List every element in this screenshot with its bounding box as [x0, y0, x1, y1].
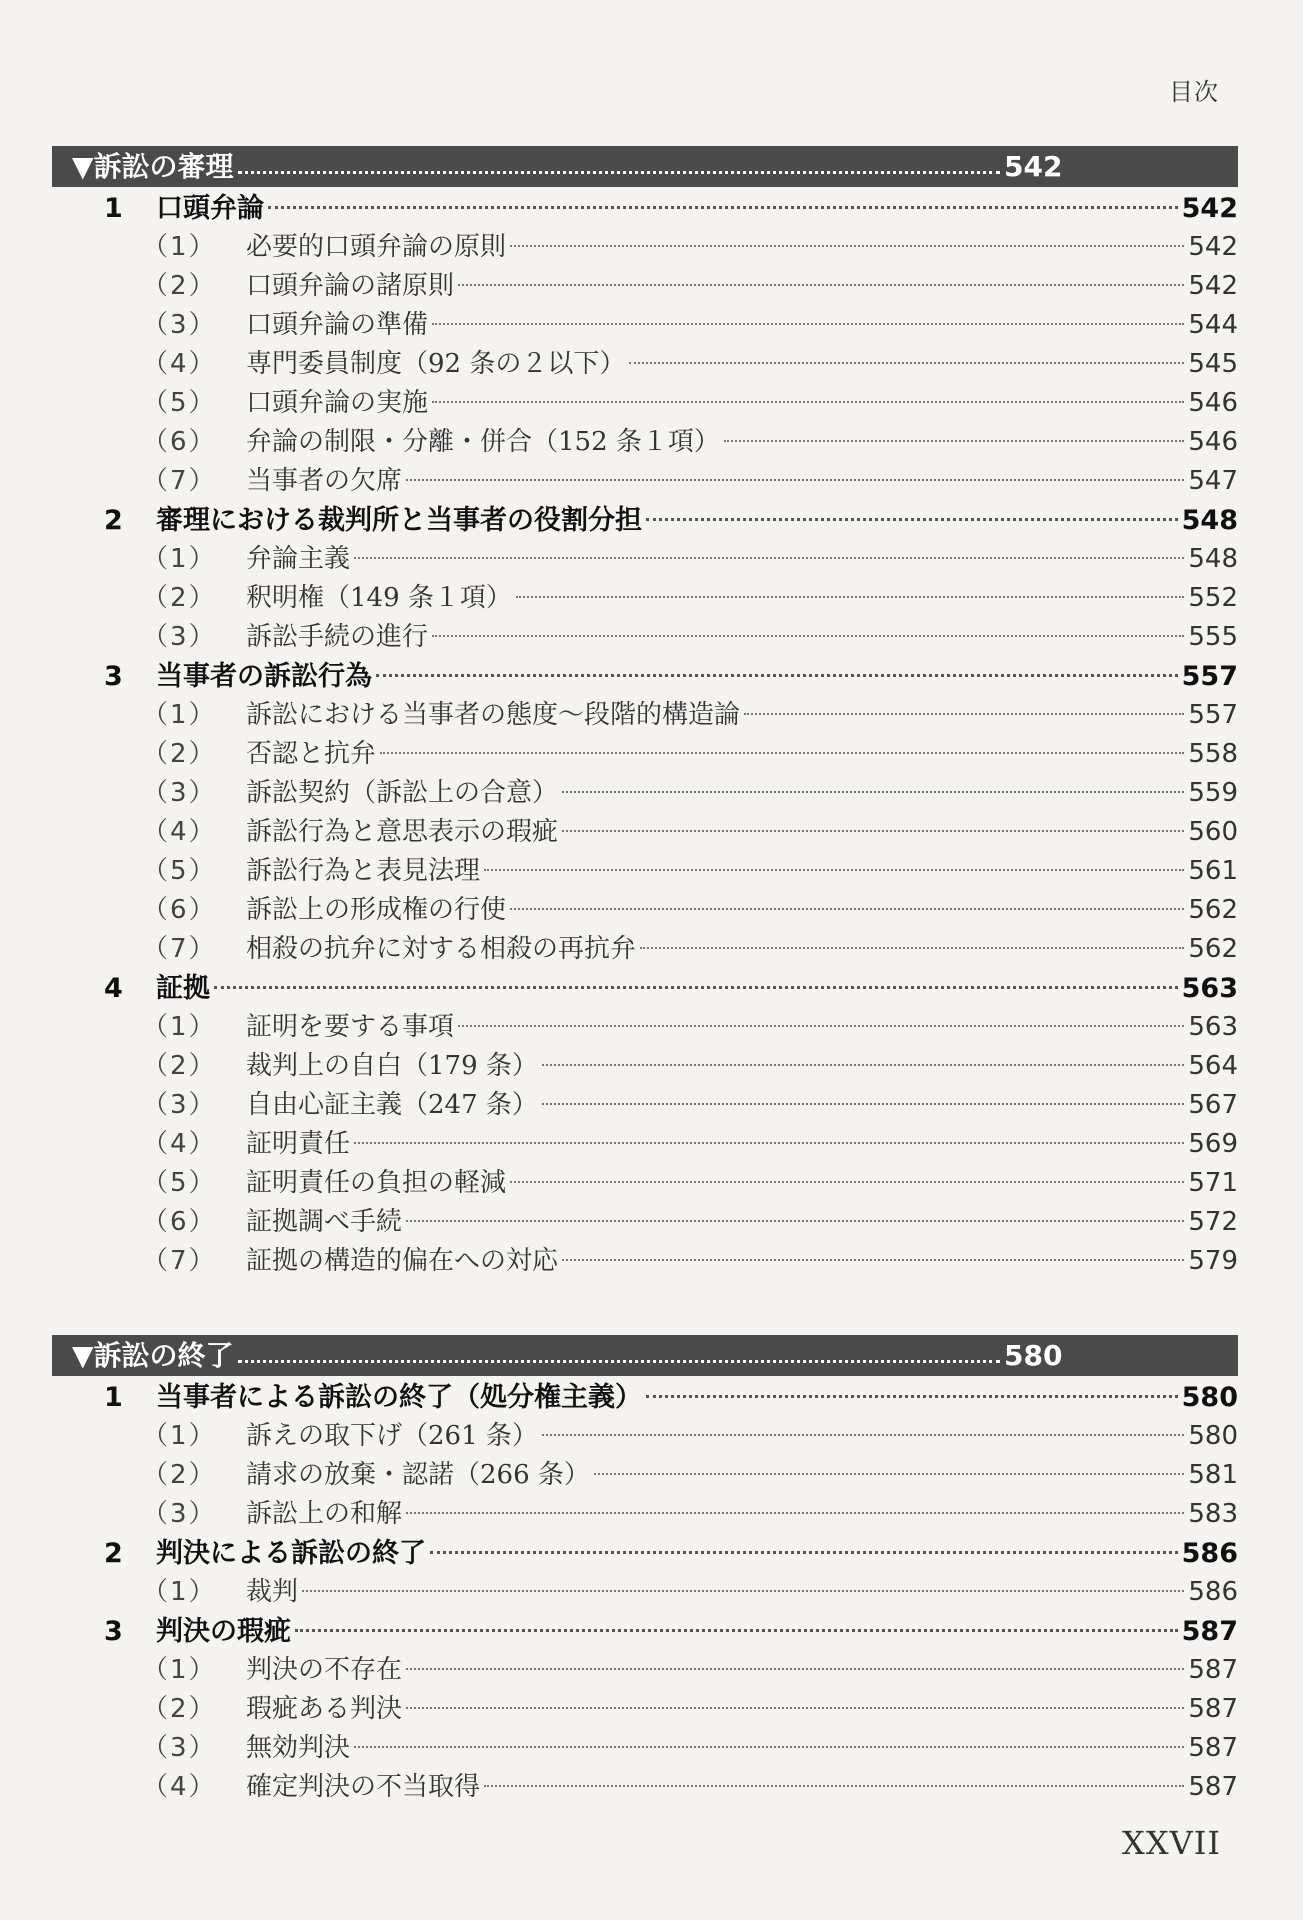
entry-label: 口頭弁論 — [156, 193, 264, 224]
entry-label: 証明を要する事項 — [246, 1012, 455, 1042]
running-head: 目次 — [1169, 78, 1219, 106]
entry-label: 口頭弁論の諸原則 — [246, 271, 455, 301]
entry-number: （1） — [142, 544, 217, 574]
entry-label: 証拠 — [156, 973, 210, 1004]
toc-item-entry — [52, 1456, 1238, 1495]
entry-number: （4） — [142, 1129, 217, 1159]
entry-page-number: 586 — [1181, 1538, 1238, 1569]
entry-number: （1） — [142, 232, 217, 262]
toc-section — [52, 1335, 1238, 1807]
dot-leader — [484, 869, 1184, 871]
entry-label: 裁判 — [246, 1577, 299, 1607]
dot-leader — [214, 986, 1178, 989]
entry-page-number: 581 — [1188, 1460, 1238, 1490]
toc-item-entry — [52, 1729, 1238, 1768]
entry-page-number: 586 — [1188, 1577, 1238, 1607]
entry-page-number: 587 — [1188, 1655, 1238, 1685]
entry-page-number: 558 — [1188, 739, 1238, 769]
dot-leader — [432, 323, 1184, 325]
toc-item-entry — [52, 1047, 1238, 1086]
toc-item-entry — [52, 1125, 1238, 1164]
entry-number: 2 — [104, 1538, 123, 1569]
toc-item-entry — [52, 930, 1238, 969]
toc-item-entry — [52, 696, 1238, 735]
entry-label: 訴えの取下げ（261 条） — [246, 1421, 538, 1451]
entry-number: （7） — [142, 466, 217, 496]
dot-leader — [724, 440, 1184, 442]
entry-page-number: 571 — [1188, 1168, 1238, 1198]
entry-page-number: 569 — [1188, 1129, 1238, 1159]
entry-label: 証明責任 — [246, 1129, 351, 1159]
dot-leader — [406, 1707, 1184, 1709]
entry-label: 訴訟上の和解 — [246, 1499, 403, 1529]
table-of-contents — [52, 146, 1238, 1807]
entry-page-number: 561 — [1188, 856, 1238, 886]
entry-number: （3） — [142, 1733, 217, 1763]
toc-item-entry — [52, 1495, 1238, 1534]
entry-page-number: 542 — [1188, 271, 1238, 301]
entry-label: 無効判決 — [246, 1733, 351, 1763]
entry-label: 相殺の抗弁に対する相殺の再抗弁 — [246, 934, 637, 964]
entry-number: （3） — [142, 1499, 217, 1529]
entry-page-number: 560 — [1188, 817, 1238, 847]
entry-page-number: 583 — [1188, 1499, 1238, 1529]
dot-leader — [354, 1142, 1184, 1144]
entry-page-number: 587 — [1188, 1772, 1238, 1802]
section-header-bar — [52, 1335, 1238, 1376]
entry-number: 3 — [104, 661, 123, 692]
entry-number: （7） — [142, 934, 217, 964]
toc-item-entry — [52, 1651, 1238, 1690]
dot-leader — [406, 1220, 1184, 1222]
toc-item-entry — [52, 579, 1238, 618]
toc-item-entry — [52, 1242, 1238, 1281]
entry-label: 確定判決の不当取得 — [246, 1772, 481, 1802]
entry-label: 弁論の制限・分離・併合（152 条１項） — [246, 427, 720, 457]
section-title: ▼訴訟の審理 — [72, 150, 234, 183]
entry-page-number: 546 — [1188, 427, 1238, 457]
section-page-number: 580 — [1004, 1339, 1063, 1372]
toc-item-entry — [52, 1768, 1238, 1807]
dot-leader — [380, 752, 1184, 754]
entry-number: （2） — [142, 271, 217, 301]
dot-leader — [510, 908, 1184, 910]
entry-page-number: 579 — [1188, 1246, 1238, 1276]
entry-number: （3） — [142, 778, 217, 808]
section-page-number: 542 — [1004, 150, 1063, 183]
dot-leader — [354, 1746, 1184, 1748]
entry-label: 当事者による訴訟の終了（処分権主義） — [156, 1382, 642, 1413]
toc-item-entry — [52, 384, 1238, 423]
entry-page-number: 567 — [1188, 1090, 1238, 1120]
entry-page-number: 545 — [1188, 349, 1238, 379]
dot-leader — [238, 1360, 1000, 1363]
section-title: ▼訴訟の終了 — [72, 1339, 234, 1372]
entry-page-number: 564 — [1188, 1051, 1238, 1081]
entry-number: （2） — [142, 583, 217, 613]
entry-number: （6） — [142, 427, 217, 457]
entry-label: 訴訟行為と表見法理 — [246, 856, 481, 886]
dot-leader — [562, 1259, 1184, 1261]
dot-leader — [484, 1785, 1184, 1787]
entry-number: （1） — [142, 1421, 217, 1451]
entry-page-number: 552 — [1188, 583, 1238, 613]
entry-page-number: 587 — [1188, 1733, 1238, 1763]
dot-leader — [432, 401, 1184, 403]
toc-item-entry — [52, 423, 1238, 462]
dot-leader — [295, 1629, 1178, 1632]
toc-item-entry — [52, 1086, 1238, 1125]
dot-leader — [302, 1590, 1184, 1592]
dot-leader — [432, 635, 1184, 637]
toc-chapter-entry — [52, 1378, 1238, 1417]
entry-label: 当事者の訴訟行為 — [156, 661, 372, 692]
entry-number: （2） — [142, 1051, 217, 1081]
entry-number: 4 — [104, 973, 123, 1004]
entry-number: （2） — [142, 739, 217, 769]
entry-number: （3） — [142, 622, 217, 652]
entry-label: 当事者の欠席 — [246, 466, 403, 496]
entry-number: （5） — [142, 1168, 217, 1198]
dot-leader — [562, 830, 1184, 832]
entry-label: 審理における裁判所と当事者の役割分担 — [156, 505, 642, 536]
toc-item-entry — [52, 540, 1238, 579]
entry-label: 請求の放棄・認諾（266 条） — [246, 1460, 590, 1490]
toc-item-entry — [52, 852, 1238, 891]
entry-label: 口頭弁論の準備 — [246, 310, 429, 340]
dot-leader — [430, 1551, 1178, 1554]
toc-item-entry — [52, 306, 1238, 345]
dot-leader — [646, 518, 1178, 521]
toc-item-entry — [52, 813, 1238, 852]
entry-label: 口頭弁論の実施 — [246, 388, 429, 418]
entry-page-number: 546 — [1188, 388, 1238, 418]
entry-page-number: 555 — [1188, 622, 1238, 652]
entry-number: （5） — [142, 856, 217, 886]
entry-page-number: 563 — [1188, 1012, 1238, 1042]
entry-label: 専門委員制度（92 条の２以下） — [246, 349, 626, 379]
entry-page-number: 580 — [1181, 1382, 1238, 1413]
entry-label: 訴訟契約（訴訟上の合意） — [246, 778, 559, 808]
dot-leader — [744, 713, 1184, 715]
entry-label: 証明責任の負担の軽減 — [246, 1168, 507, 1198]
toc-section — [52, 146, 1238, 1281]
entry-label: 判決による訴訟の終了 — [156, 1538, 426, 1569]
entry-number: （4） — [142, 349, 217, 379]
entry-label: 訴訟行為と意思表示の瑕疵 — [246, 817, 559, 847]
entry-number: （2） — [142, 1460, 217, 1490]
toc-item-entry — [52, 735, 1238, 774]
entry-page-number: 563 — [1181, 973, 1238, 1004]
toc-item-entry — [52, 345, 1238, 384]
dot-leader — [640, 947, 1184, 949]
entry-number: （1） — [142, 700, 217, 730]
entry-label: 判決の不存在 — [246, 1655, 403, 1685]
entry-page-number: 562 — [1188, 934, 1238, 964]
toc-item-entry — [52, 774, 1238, 813]
toc-item-entry — [52, 891, 1238, 930]
dot-leader — [542, 1434, 1184, 1436]
entry-page-number: 544 — [1188, 310, 1238, 340]
entry-label: 判決の瑕疵 — [156, 1616, 291, 1647]
entry-number: 3 — [104, 1616, 123, 1647]
dot-leader — [406, 1512, 1184, 1514]
toc-item-entry — [52, 1008, 1238, 1047]
entry-label: 訴訟における当事者の態度～段階的構造論 — [246, 700, 741, 730]
entry-page-number: 542 — [1188, 232, 1238, 262]
dot-leader — [629, 362, 1184, 364]
entry-label: 瑕疵ある判決 — [246, 1694, 403, 1724]
dot-leader — [562, 791, 1184, 793]
toc-item-entry — [52, 1417, 1238, 1456]
dot-leader — [238, 171, 1000, 174]
entry-label: 釈明権（149 条１項） — [246, 583, 512, 613]
entry-number: （6） — [142, 895, 217, 925]
entry-number: 1 — [104, 193, 123, 224]
dot-leader — [406, 1668, 1184, 1670]
entry-page-number: 572 — [1188, 1207, 1238, 1237]
toc-chapter-entry — [52, 1534, 1238, 1573]
entry-label: 証拠調べ手続 — [246, 1207, 403, 1237]
dot-leader — [458, 284, 1184, 286]
toc-item-entry — [52, 228, 1238, 267]
dot-leader — [510, 245, 1184, 247]
entry-label: 必要的口頭弁論の原則 — [246, 232, 507, 262]
entry-number: （3） — [142, 1090, 217, 1120]
page-folio: XXVII — [1122, 1824, 1221, 1862]
entry-page-number: 587 — [1188, 1694, 1238, 1724]
toc-item-entry — [52, 1164, 1238, 1203]
toc-chapter-entry — [52, 1612, 1238, 1651]
entry-page-number: 587 — [1181, 1616, 1238, 1647]
dot-leader — [516, 596, 1184, 598]
entry-number: （6） — [142, 1207, 217, 1237]
dot-leader — [354, 557, 1184, 559]
entry-label: 裁判上の自白（179 条） — [246, 1051, 538, 1081]
entry-number: （7） — [142, 1246, 217, 1276]
dot-leader — [646, 1395, 1178, 1398]
dot-leader — [542, 1103, 1184, 1105]
entry-label: 証拠の構造的偏在への対応 — [246, 1246, 559, 1276]
entry-page-number: 548 — [1188, 544, 1238, 574]
dot-leader — [594, 1473, 1184, 1475]
toc-item-entry — [52, 1573, 1238, 1612]
dot-leader — [268, 206, 1178, 209]
entry-label: 否認と抗弁 — [246, 739, 377, 769]
entry-number: 1 — [104, 1382, 123, 1413]
entry-number: 2 — [104, 505, 123, 536]
entry-number: （2） — [142, 1694, 217, 1724]
dot-leader — [542, 1064, 1184, 1066]
entry-number: （5） — [142, 388, 217, 418]
toc-chapter-entry — [52, 969, 1238, 1008]
entry-page-number: 562 — [1188, 895, 1238, 925]
toc-item-entry — [52, 1203, 1238, 1242]
toc-chapter-entry — [52, 189, 1238, 228]
entry-label: 弁論主義 — [246, 544, 351, 574]
entry-page-number: 547 — [1188, 466, 1238, 496]
entry-number: （1） — [142, 1012, 217, 1042]
entry-page-number: 557 — [1181, 661, 1238, 692]
section-header-bar — [52, 146, 1238, 187]
dot-leader — [376, 674, 1178, 677]
entry-number: （1） — [142, 1577, 217, 1607]
entry-label: 訴訟上の形成権の行使 — [246, 895, 507, 925]
entry-number: （4） — [142, 1772, 217, 1802]
dot-leader — [510, 1181, 1184, 1183]
toc-item-entry — [52, 618, 1238, 657]
entry-number: （4） — [142, 817, 217, 847]
entry-number: （1） — [142, 1655, 217, 1685]
toc-item-entry — [52, 267, 1238, 306]
toc-chapter-entry — [52, 501, 1238, 540]
entry-page-number: 542 — [1181, 193, 1238, 224]
entry-page-number: 548 — [1181, 505, 1238, 536]
toc-item-entry — [52, 1690, 1238, 1729]
entry-page-number: 559 — [1188, 778, 1238, 808]
toc-item-entry — [52, 462, 1238, 501]
entry-page-number: 557 — [1188, 700, 1238, 730]
dot-leader — [458, 1025, 1184, 1027]
toc-chapter-entry — [52, 657, 1238, 696]
dot-leader — [406, 479, 1184, 481]
entry-label: 自由心証主義（247 条） — [246, 1090, 538, 1120]
entry-number: （3） — [142, 310, 217, 340]
entry-label: 訴訟手続の進行 — [246, 622, 429, 652]
entry-page-number: 580 — [1188, 1421, 1238, 1451]
